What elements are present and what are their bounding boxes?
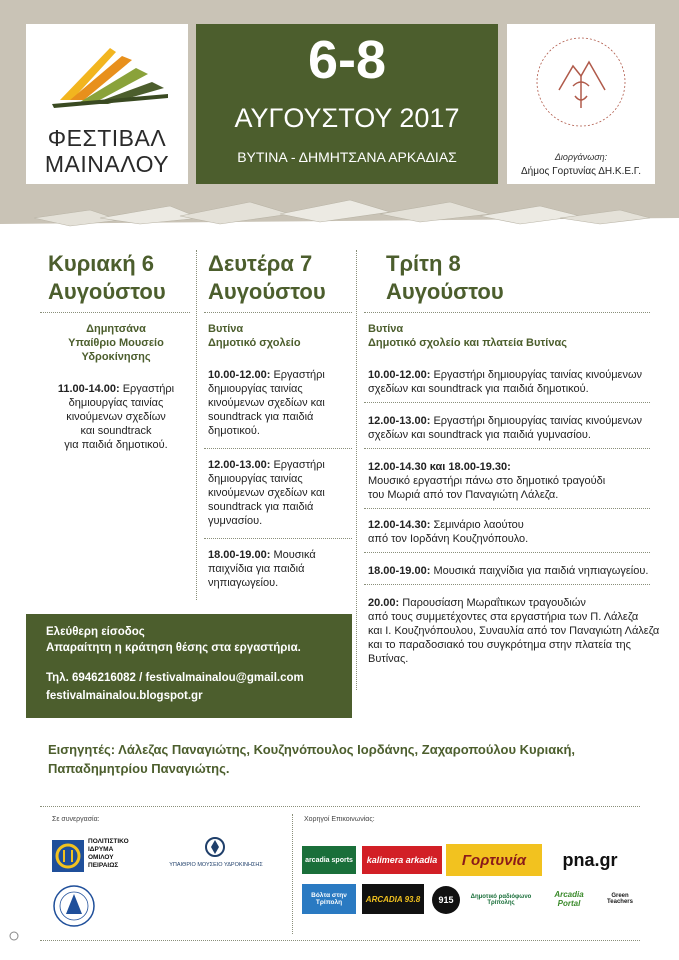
day2-event2-line4: soundtrack για παιδιά xyxy=(208,501,314,513)
day3-event4-line2: από τον Ιορδάνη Κουζηνόπουλο. xyxy=(368,533,529,545)
sponsor-gortynia[interactable]: Γορτυνία xyxy=(446,844,542,876)
piop-line1: ΠΟΛΙΤΙΣΤΙΚΟ xyxy=(88,838,129,845)
sponsor-kalimera-arkadia[interactable]: kalimera arkadia xyxy=(362,846,442,874)
column-separator-2 xyxy=(356,250,357,690)
day3-event6-line4: και το παραδοσιακό του συγκρότημα στην πλατεία της xyxy=(368,639,631,651)
speakers-line1: Εισηγητές: Λάλεζας Παναγιώτης, Κουζηνόπουλος Ιορδάνης, Ζαχαροπούλου Κυριακή, xyxy=(48,742,576,757)
info-box xyxy=(26,614,352,718)
day2-event1-line3: κινούμενων σχεδίων και xyxy=(208,397,325,409)
forest-association-seal-icon xyxy=(52,884,96,928)
paper-strip-decoration xyxy=(0,188,679,238)
day2-event3-line3: νηπιαγωγείου. xyxy=(208,577,279,589)
day1-event1-line3: κινούμενων σχεδίων xyxy=(66,411,166,423)
day3-event-divider-2 xyxy=(364,448,650,449)
organizer-name: Δήμος Γορτυνίας ΔΗ.Κ.Ε.Γ. xyxy=(520,166,641,177)
festival-place: ΒΥΤΙΝΑ - ΔΗΜΗΤΣΑΝΑ ΑΡΚΑΔΙΑΣ xyxy=(237,149,457,165)
festival-logo xyxy=(26,24,188,184)
day3-event3-line2: Μουσικό εργαστήρι πάνω στο δημοτικό τραγούδι xyxy=(368,475,606,487)
festival-dates: 6-8 xyxy=(307,30,387,90)
festival-name-line2: ΜΑΙΝΑΛΟΥ xyxy=(44,151,170,177)
day3-location-line2: Δημοτικό σχολείο και πλατεία Βυτίνας xyxy=(368,337,567,349)
day3-event-divider-1 xyxy=(364,402,650,403)
day3-event-divider-5 xyxy=(364,584,650,585)
contact-info[interactable]: Τηλ. 6946216082 / festivalmainalou@gmail.com xyxy=(46,672,304,684)
day1-divider xyxy=(40,312,190,313)
day2-divider xyxy=(204,312,352,313)
day1-event1-line5: για παιδιά δημοτικού. xyxy=(64,439,168,451)
speakers xyxy=(48,740,648,778)
sponsor-arcadia-portal[interactable]: Arcadia Portal xyxy=(554,890,584,908)
footer-separator xyxy=(292,814,293,934)
piop-emblem-icon xyxy=(52,840,84,872)
day3-event6-line2: από τους συμμετέχοντες στα εργαστήρια των Π. Λάλεζα xyxy=(368,611,639,623)
day1-event1-line2: δημιουργίας ταινίας xyxy=(68,397,164,409)
day2-title-line2: Αυγούστου xyxy=(208,279,326,304)
partners-label: Σε συνεργασία: xyxy=(52,816,100,823)
day2-event1-line5: δημοτικού. xyxy=(208,425,260,437)
day3-event6-line1: 20.00: Παρουσίαση Μωραΐτικων τραγουδιών xyxy=(368,597,586,609)
sponsor-pna[interactable]: pna.gr xyxy=(562,849,618,870)
day2-location-line1: Βυτίνα xyxy=(208,323,244,335)
piop-line4: ΠΕΙΡΑΙΩΣ xyxy=(88,862,119,869)
sponsors-label: Χορηγοί Επικοινωνίας: xyxy=(304,816,375,823)
sponsor-volta-tripoli[interactable]: Βόλτα στην Τρίπολη xyxy=(302,884,356,914)
day2-event-divider-2 xyxy=(204,538,352,539)
designer-mark-icon xyxy=(8,930,20,942)
header-box xyxy=(196,24,498,184)
sponsor-green-teachers[interactable]: Green Teachers xyxy=(607,893,633,905)
day3-event-divider-4 xyxy=(364,552,650,553)
speakers-line2: Παπαδημητρίου Παναγιώτης. xyxy=(48,761,230,776)
day3-location-line1: Βυτίνα xyxy=(368,323,404,335)
day1-location-line1: Δημητσάνα xyxy=(86,323,146,335)
day3-event1-line1: 10.00-12.00: Εργαστήρι δημιουργίας ταινίας κινούμενων xyxy=(368,369,643,381)
day2-event3-line1: 18.00-19.00: Μουσικά xyxy=(208,549,316,561)
organizer-label: Διοργάνωση: xyxy=(554,152,608,162)
municipality-seal-icon xyxy=(531,32,631,132)
day3-divider xyxy=(364,312,650,313)
piop-logo xyxy=(52,838,152,874)
day1-title-line1: Κυριακή 6 xyxy=(48,251,154,276)
day2-location-line2: Δημοτικό σχολείο xyxy=(208,337,301,349)
mountain-logo-icon xyxy=(40,38,174,118)
day2-event2-line2: δημιουργίας ταινίας xyxy=(208,473,303,485)
day2-event3-line2: παιχνίδια για παιδιά xyxy=(208,563,305,575)
day2-event2-line3: κινούμενων σχεδίων και xyxy=(208,487,325,499)
day3-event4-line1: 12.00-14.30: Σεμινάριο λαούτου xyxy=(368,519,524,531)
piop-line3: ΟΜΙΛΟΥ xyxy=(88,854,114,861)
day3-event1-line2: σχεδίων και soundtrack για παιδιά δημοτικού. xyxy=(368,383,589,395)
day2-event2-line5: γυμνασίου. xyxy=(208,515,263,527)
sponsor-municipal-radio[interactable]: Δημοτικό ραδιόφωνο Τρίπολης xyxy=(470,894,532,906)
day3-event3-line3: του Μωριά από τον Παναγιώτη Λάλεζα. xyxy=(368,489,559,501)
free-entry-text: Ελεύθερη είσοδος xyxy=(46,626,145,638)
festival-name-line1: ΦΕΣΤΙΒΑΛ xyxy=(47,125,167,151)
festival-month: ΑΥΓΟΥΣΤΟΥ 2017 xyxy=(234,103,460,133)
day1-event1-line4: και soundtrack xyxy=(80,425,152,437)
day3-title-line1: Τρίτη 8 xyxy=(386,251,461,276)
organizer-box xyxy=(507,24,655,184)
day3-title-line2: Αυγούστου xyxy=(386,279,504,304)
museum-emblem-icon xyxy=(204,836,226,858)
museum-name: ΥΠΑΙΘΡΙΟ ΜΟΥΣΕΙΟ ΥΔΡΟΚΙΝΗΣΗΣ xyxy=(169,862,263,868)
day3-event2-line2: σχεδίων και soundtrack για παιδιά γυμνασίου. xyxy=(368,429,591,441)
day3-event5-line1: 18.00-19.00: Μουσικά παιχνίδια για παιδιά νηπιαγωγείου. xyxy=(368,565,649,577)
day2-event1-line4: soundtrack για παιδιά xyxy=(208,411,314,423)
column-separator-1 xyxy=(196,250,197,600)
day2-title-line1: Δευτέρα 7 xyxy=(208,251,313,276)
day2-event-divider-1 xyxy=(204,448,352,449)
day1-location-line2: Υπαίθριο Μουσείο xyxy=(68,337,164,349)
day3-event6-line3: και Ι. Κουζηνόπουλου, Συναυλία από τον Παναγιώτη Λάλεζα xyxy=(368,625,660,637)
footer-divider xyxy=(40,806,640,807)
day1-event1-line1: 11.00-14.00: Εργαστήρι xyxy=(57,383,175,395)
booking-note: Απαραίτητη η κράτηση θέσης στα εργαστήρια. xyxy=(46,642,301,654)
day3-event3-line1: 12.00-14.30 και 18.00-19.30: xyxy=(368,461,511,473)
museum-logo xyxy=(156,836,276,876)
blog-link[interactable]: festivalmainalou.blogspot.gr xyxy=(46,690,203,702)
day3-event-divider-3 xyxy=(364,508,650,509)
sponsor-arcadia-radio[interactable]: ARCADIA 93.8 xyxy=(362,884,424,914)
day3-event2-line1: 12.00-13.00: Εργαστήρι δημιουργίας ταινίας κινούμενων xyxy=(368,415,643,427)
day1-title-line2: Αυγούστου xyxy=(48,279,166,304)
bottom-divider xyxy=(40,940,640,941)
day2-event1-line2: δημιουργίας ταινίας xyxy=(208,383,303,395)
sponsor-arcadia-sports[interactable]: arcadia sports xyxy=(302,846,356,874)
day2-event1-line1: 10.00-12.00: Εργαστήρι xyxy=(208,369,325,381)
day2-event2-line1: 12.00-13.00: Εργαστήρι xyxy=(208,459,325,471)
sponsor-915[interactable]: 915 xyxy=(432,886,460,914)
day1-location-line3: Υδροκίνησης xyxy=(81,351,151,363)
piop-line2: ΙΔΡΥΜΑ xyxy=(88,846,114,853)
day3-event6-line5: Βυτίνας. xyxy=(368,653,409,665)
